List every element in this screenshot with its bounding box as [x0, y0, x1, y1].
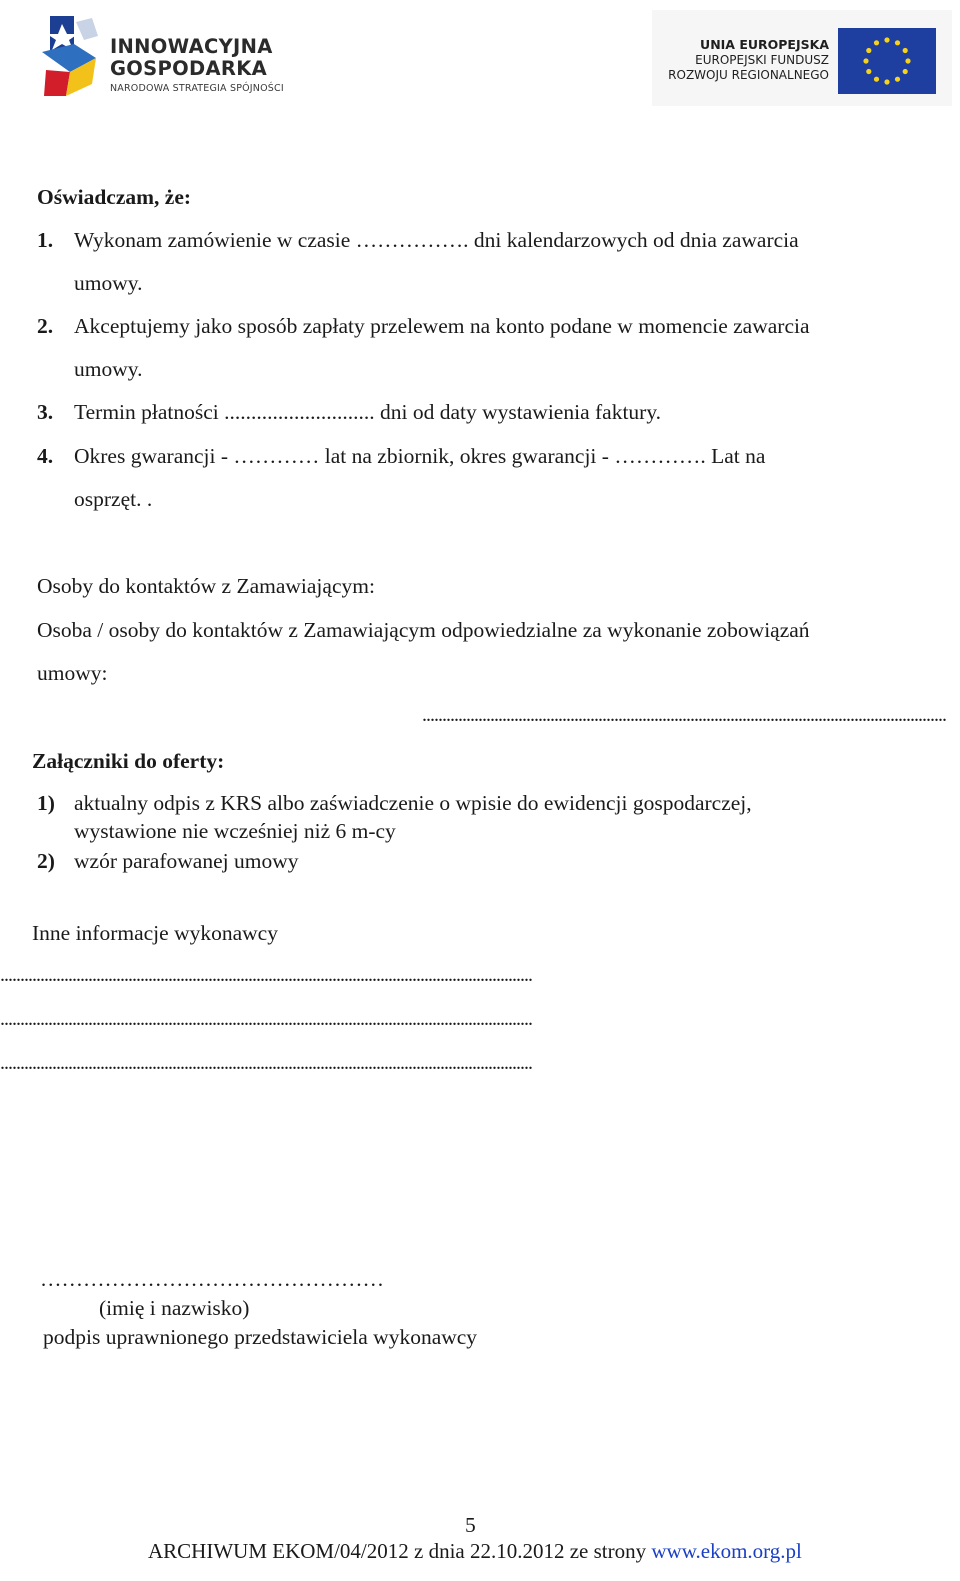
item-text: Termin płatności ............................ dni od daty wystawienia faktury. [74, 400, 662, 424]
item-text: Okres gwarancji - ………… lat na zbiornik, okres gwarancji - …………. Lat na [74, 444, 766, 468]
page-number: 5 [465, 1513, 476, 1537]
declaration-item-4 [37, 443, 765, 469]
contacts-line1: Osoba / osoby do kontaktów z Zamawiającym odpowiedzialne za wykonanie zobowiązań [37, 618, 810, 642]
declaration-item-3 [37, 399, 661, 425]
eu-flag-icon [838, 28, 936, 94]
innowacyjna-gospodarka-emblem-icon [40, 14, 102, 98]
footer-archive-text: ARCHIWUM EKOM/04/2012 z dnia 22.10.2012 ze strony [148, 1539, 647, 1563]
contacts-dots-line: ................................................................................................................................... [422, 704, 946, 726]
item-number: 4. [37, 444, 54, 468]
item-text: wzór parafowanej umowy [74, 849, 299, 873]
attachments-heading: Załączniki do oferty: [32, 749, 225, 773]
item-number: 1. [37, 228, 54, 252]
innowacyjna-gospodarka-logo [40, 14, 300, 98]
signature-dots-line: ………………………………………… [40, 1267, 384, 1291]
attachment-item-1 [37, 790, 752, 816]
item-text: aktualny odpis z KRS albo zaświadczenie o wpisie do ewidencji gospodarczej, [74, 791, 752, 815]
item-text: Wykonam zamówienie w czasie ……………. dni kalendarzowych od dnia zawarcia [74, 228, 799, 252]
other-info-dots-line-3: ..................................................................................................................................... [0, 1052, 532, 1074]
contacts-title: Osoby do kontaktów z Zamawiającym: [37, 574, 375, 598]
logo-innowacyjna-text: INNOWACYJNA [110, 35, 273, 58]
declaration-item-2 [37, 313, 810, 339]
eu-logo-line1: UNIA EUROPEJSKA [700, 37, 829, 52]
declaration-heading: Oświadczam, że: [37, 185, 192, 209]
eu-logo-line2: EUROPEJSKI FUNDUSZ [695, 53, 829, 67]
other-info-title: Inne informacje wykonawcy [32, 921, 278, 945]
other-info-dots-line-2: ..................................................................................................................................... [0, 1008, 532, 1030]
item-number: 3. [37, 400, 54, 424]
item-number: 2) [37, 849, 55, 873]
contacts-line2: umowy: [37, 661, 108, 685]
footer-archive [148, 1538, 802, 1564]
declaration-item-2-cont: umowy. [74, 357, 143, 381]
logo-strategia-text: NARODOWA STRATEGIA SPÓJNOŚCI [110, 83, 284, 94]
footer-link[interactable]: www.ekom.org.pl [651, 1539, 802, 1563]
declaration-item-1 [37, 227, 799, 253]
signature-caption: podpis uprawnionego przedstawiciela wykonawcy [43, 1325, 478, 1349]
eu-logo [652, 10, 952, 106]
declaration-item-1-cont: umowy. [74, 271, 143, 295]
item-number: 2. [37, 314, 54, 338]
logo-gospodarka-text: GOSPODARKA [110, 57, 267, 80]
signature-name-label: (imię i nazwisko) [99, 1296, 250, 1320]
eu-logo-line3: ROZWOJU REGIONALNEGO [668, 68, 829, 82]
declaration-item-4-cont: osprzęt. . [74, 487, 153, 511]
item-text: Akceptujemy jako sposób zapłaty przelewem na konto podane w momencie zawarcia [74, 314, 810, 338]
attachment-item-1-cont: wystawione nie wcześniej niż 6 m-cy [74, 819, 396, 843]
attachment-item-2 [37, 848, 298, 874]
item-number: 1) [37, 791, 55, 815]
other-info-dots-line-1: ..................................................................................................................................... [0, 964, 532, 986]
